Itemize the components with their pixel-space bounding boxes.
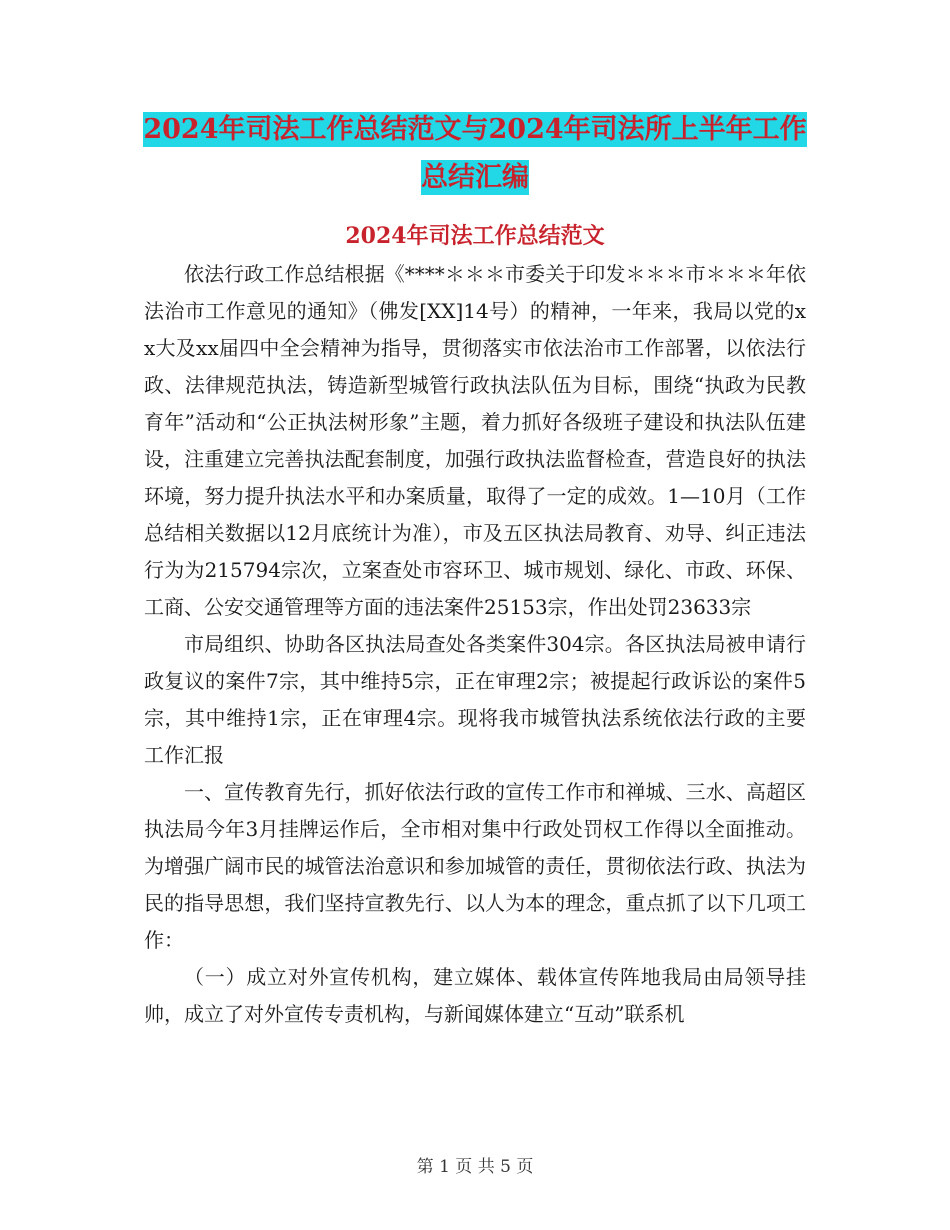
document-title <box>0 110 950 198</box>
paragraph: （一）成立对外宣传机构，建立媒体、载体宣传阵地我局由局领导挂帅，成立了对外宣传专责机构，与新闻媒体建立“互动”联系机 <box>144 965 806 1026</box>
section-title: 2024年司法工作总结范文 <box>345 223 605 249</box>
title-line-1: 2024年司法工作总结范文与2024年司法所上半年工作 <box>143 114 807 145</box>
page-number: 第 1 页 共 5 页 <box>416 1157 534 1177</box>
title-line-2: 总结汇编 <box>421 162 529 193</box>
paragraph: 依法行政工作总结根据《****＊＊＊市委关于印发＊＊＊市＊＊＊年依法治市工作意见的通知》（佛发[XX]14号）的精神，一年来，我局以党的xx大及xx届四中全会精神为指导，贯彻落实市依法治市工作部署，以依法行政、法律规范执法，铸造新型城管行政执法队伍为目标，围绕“执政为民教育年”活动和“公正执法树形象”主题，着力抓好各级班子建设和执法队伍建设，注重建立完善执法配套制度，加强行政执法监督检查，营造良好的执法环境，努力提升执法水平和办案质量，取得了一定的成效。1—10月（工作总结相关数据以12月底统计为准），市及五区执法局教育、劝导、纠正违法行为为215794宗次，立案查处市容环卫、城市规划、绿化、市政、环保、工商、公安交通管理等方面的违法案件25153宗，作出处罚23633宗 <box>144 262 806 619</box>
paragraph: 市局组织、协助各区执法局查处各类案件304宗。各区执法局被申请行政复议的案件7宗，其中维持5宗，正在审理2宗；被提起行政诉讼的案件5宗，其中维持1宗，正在审理4宗。现将我市城管执法系统依法行政的主要工作汇报 <box>144 632 806 767</box>
document-body <box>144 256 806 1033</box>
paragraph: 一、宣传教育先行，抓好依法行政的宣传工作市和禅城、三水、高超区执法局今年3月挂牌运作后，全市相对集中行政处罚权工作得以全面推动。为增强广阔市民的城管法治意识和参加城管的责任，贯彻依法行政、执法为民的指导思想，我们坚持宣教先行、以人为本的理念，重点抓了以下几项工作： <box>144 780 806 952</box>
